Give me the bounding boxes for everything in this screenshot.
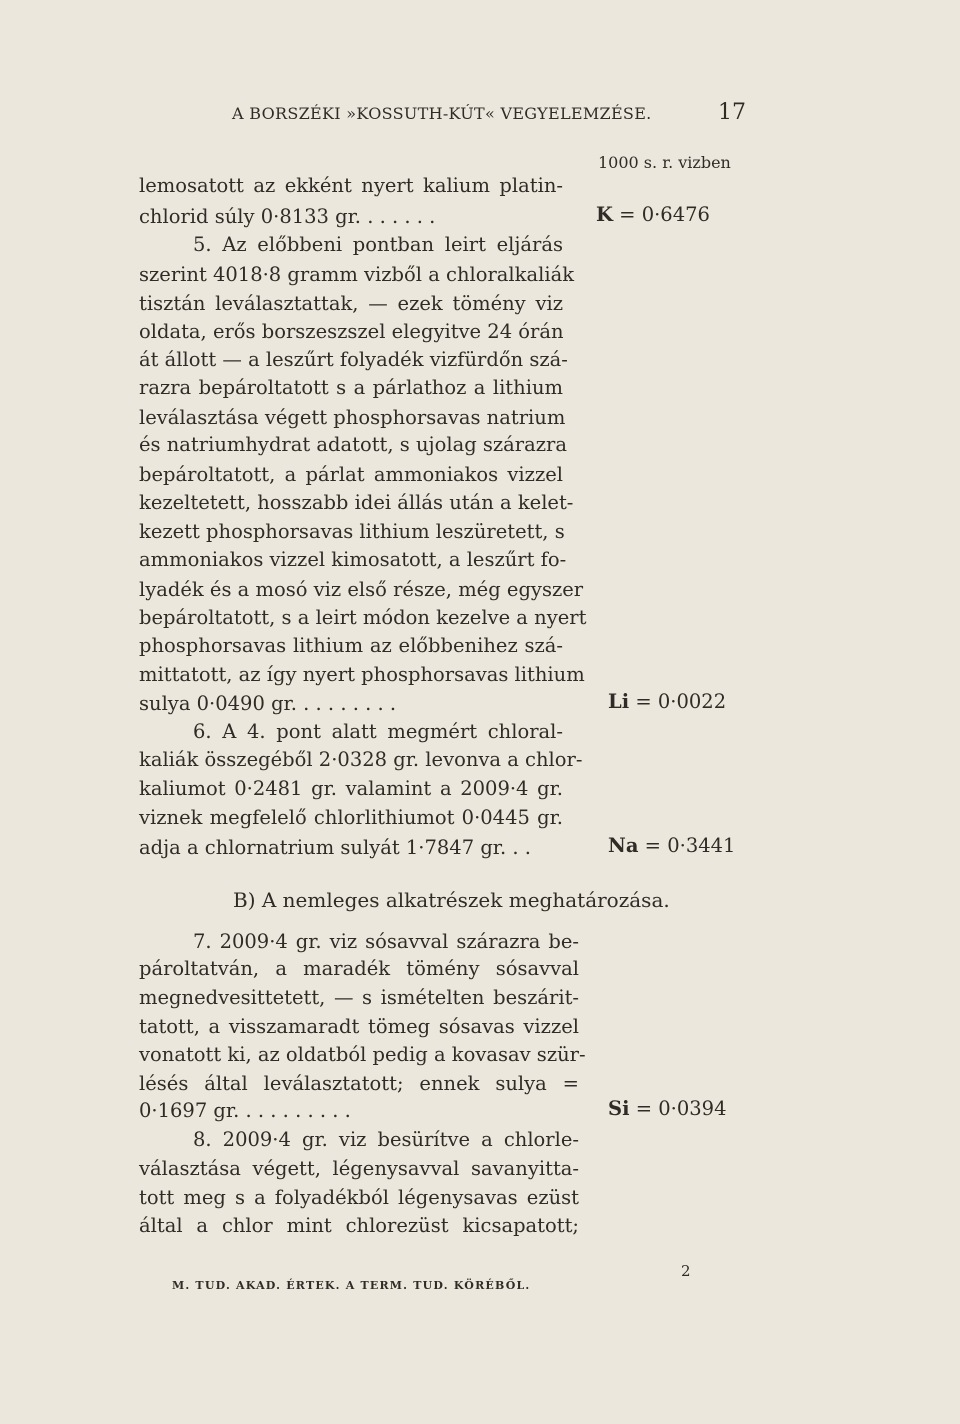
text-line: chlorid súly 0·8133 gr. . . . . . . bbox=[139, 205, 436, 228]
text-line: tisztán leválasztattak, — ezek tömény viz bbox=[139, 292, 563, 315]
unit-label: 1000 s. r. vizben bbox=[598, 153, 731, 172]
text-line: adja a chlornatrium sulyát 1·7847 gr. . . bbox=[139, 836, 531, 859]
element-symbol: Si bbox=[608, 1097, 630, 1120]
result-potassium bbox=[596, 203, 710, 226]
text-line: kezeltetett, hosszabb idei állás után a kelet- bbox=[139, 491, 574, 514]
element-value: = 0·0022 bbox=[635, 690, 727, 713]
text-line: kezett phosphorsavas lithium leszüretett, s bbox=[139, 520, 565, 543]
text-line: át állott — a leszűrt folyadék vizfürdőn szá- bbox=[139, 348, 568, 371]
result-silicon bbox=[608, 1097, 726, 1120]
text-line: lemosatott az ekként nyert kalium platin- bbox=[139, 174, 563, 197]
text-line: lyadék és a mosó viz első része, még egyszer bbox=[139, 578, 584, 601]
element-value: = 0·3441 bbox=[644, 834, 736, 857]
text-line: kaliák összegéből 2·0328 gr. levonva a chlor- bbox=[139, 748, 583, 771]
text-line: és natriumhydrat adatott, s ujolag szárazra bbox=[139, 433, 567, 456]
element-value: = 0·0394 bbox=[635, 1097, 727, 1120]
result-sodium bbox=[608, 834, 735, 857]
text-line: oldata, erős borszeszszel elegyitve 24 órán bbox=[139, 320, 564, 343]
result-lithium bbox=[608, 690, 726, 713]
text-line: viznek megfelelő chlorlithiumot 0·0445 gr. bbox=[139, 806, 563, 829]
text-line: razra bepároltatott s a párlathoz a lithium bbox=[139, 376, 563, 399]
page-number: 17 bbox=[718, 100, 746, 125]
text-line: sulya 0·0490 gr. . . . . . . . . bbox=[139, 692, 397, 715]
text-line: vonatott ki, az oldatból pedig a kovasav szür- bbox=[139, 1043, 586, 1066]
text-line: megnedvesittetett, — s ismételten beszárit- bbox=[139, 986, 579, 1009]
text-line: phosphorsavas lithium az előbbenihez szá- bbox=[139, 634, 563, 657]
element-symbol: Na bbox=[608, 834, 639, 857]
running-header: A BORSZÉKI »KOSSUTH-KÚT« VEGYELEMZÉSE. bbox=[232, 104, 652, 123]
text-line: 5. Az előbbeni pontban leirt eljárás bbox=[193, 233, 563, 256]
text-line: bepároltatott, a párlat ammoniakos vizzel bbox=[139, 463, 563, 486]
text-line: választása végett, légenysavval savanyitta- bbox=[139, 1157, 579, 1180]
text-line: szerint 4018·8 gramm vizből a chloralkaliák bbox=[139, 263, 575, 286]
text-line: 8. 2009·4 gr. viz besürítve a chlorle- bbox=[193, 1128, 579, 1151]
text-line: lésés által leválasztatott; ennek sulya = bbox=[139, 1072, 579, 1095]
text-line: ammoniakos vizzel kimosatott, a leszűrt fo- bbox=[139, 548, 567, 571]
text-line: 7. 2009·4 gr. viz sósavval szárazra be- bbox=[193, 930, 579, 953]
footer-signature: M. TUD. AKAD. ÉRTEK. A TERM. TUD. KÖRÉBŐL. bbox=[172, 1279, 531, 1292]
element-symbol: Li bbox=[608, 690, 630, 713]
signature-number: 2 bbox=[681, 1262, 691, 1280]
element-symbol: K bbox=[596, 203, 613, 226]
text-line: 6. A 4. pont alatt megmért chloral- bbox=[193, 720, 563, 743]
text-line: mittatott, az így nyert phosphorsavas lithium bbox=[139, 663, 585, 686]
text-line: 0·1697 gr. . . . . . . . . . bbox=[139, 1099, 351, 1122]
text-line: tatott, a visszamaradt tömeg sósavas vizzel bbox=[139, 1015, 579, 1038]
text-line: tott meg s a folyadékból légenysavas ezüst bbox=[139, 1186, 579, 1209]
text-line: leválasztása végett phosphorsavas natrium bbox=[139, 406, 566, 429]
element-value: = 0·6476 bbox=[619, 203, 710, 226]
section-heading: B) A nemleges alkatrészek meghatározása. bbox=[233, 888, 670, 912]
text-line: pároltatván, a maradék tömény sósavval bbox=[139, 957, 579, 980]
text-line: kaliumot 0·2481 gr. valamint a 2009·4 gr. bbox=[139, 777, 563, 800]
text-line: bepároltatott, s a leirt módon kezelve a nyert bbox=[139, 606, 587, 629]
text-line: által a chlor mint chlorezüst kicsapatott; bbox=[139, 1214, 579, 1237]
